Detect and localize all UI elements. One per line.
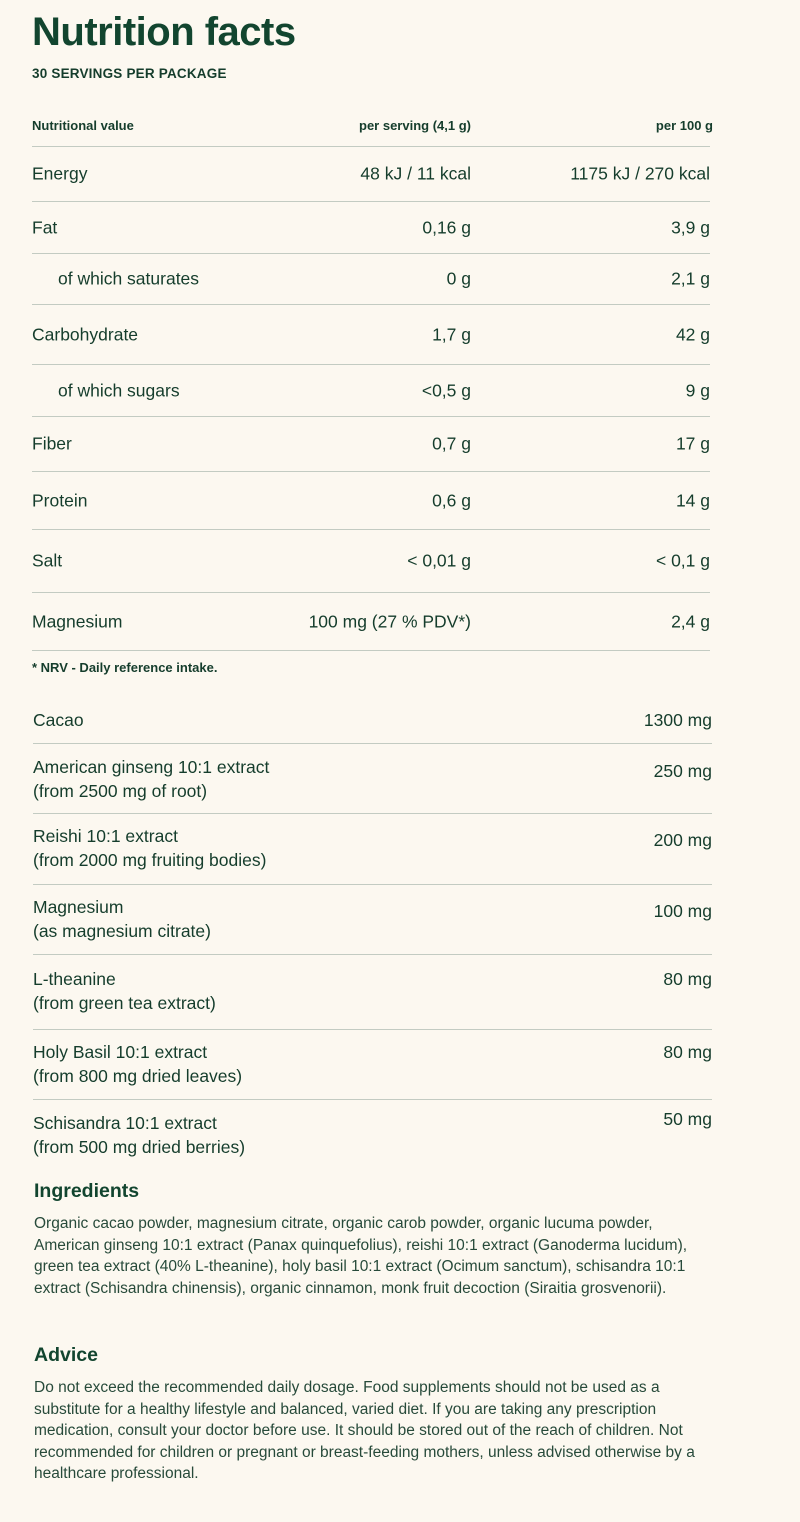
ingredient-detail: (from green tea extract) xyxy=(33,993,216,1013)
ingredient-amount: 250 mg xyxy=(653,761,712,781)
ingredient-name xyxy=(33,1040,242,1088)
per-serving-value: 0,16 g xyxy=(422,217,471,237)
nutrient-name: of which sugars xyxy=(58,380,180,400)
ingredient-name xyxy=(33,1111,245,1159)
per-serving-value: <0,5 g xyxy=(421,380,471,400)
per-100g-value: 17 g xyxy=(675,433,710,454)
header-per-serving: per serving (4,1 g) xyxy=(359,118,471,133)
per-100g-value: 9 g xyxy=(685,380,710,400)
ingredient-name xyxy=(33,895,211,943)
page-title: Nutrition facts xyxy=(32,10,296,54)
ingredient-title: Magnesium xyxy=(33,897,124,917)
nrv-footnote: * NRV - Daily reference intake. xyxy=(32,660,218,675)
per-serving-value: 1,7 g xyxy=(432,324,471,344)
nutrient-name: Fat xyxy=(32,217,58,237)
nutrient-name: Magnesium xyxy=(32,611,123,631)
per-serving-value: 100 mg (27 % PDV*) xyxy=(308,611,471,631)
ingredient-amount: 1300 mg xyxy=(643,710,712,730)
nutrition-row-sugars xyxy=(32,365,710,417)
ingredients-heading: Ingredients xyxy=(34,1180,140,1202)
ingredient-row-magnesium xyxy=(33,885,712,955)
per-serving-value: 48 kJ / 11 kcal xyxy=(360,163,471,184)
ingredient-row-holy-basil xyxy=(33,1030,712,1100)
ingredient-row-american-ginseng xyxy=(33,744,712,814)
header-nutritional-value: Nutritional value xyxy=(32,118,134,133)
header-per-100g: per 100 g xyxy=(655,118,713,133)
nutrition-row-carbohydrate xyxy=(32,305,710,365)
per-100g-value: 1175 kJ / 270 kcal xyxy=(570,163,710,184)
nutrient-name: Carbohydrate xyxy=(32,324,139,344)
ingredient-amount: 200 mg xyxy=(653,830,712,850)
per-100g-value: 2,4 g xyxy=(671,611,710,631)
ingredient-name xyxy=(33,824,266,872)
nutrient-name: Energy xyxy=(32,163,88,184)
nutrition-row-energy xyxy=(32,147,710,202)
nutrition-table-header xyxy=(32,108,713,147)
ingredient-name xyxy=(33,755,269,803)
nutrient-name: of which saturates xyxy=(58,268,200,289)
nutrition-row-fiber xyxy=(32,417,710,472)
nutrition-row-saturates xyxy=(32,254,710,305)
servings-per-package: 30 SERVINGS PER PACKAGE xyxy=(32,66,227,81)
ingredient-amount: 100 mg xyxy=(653,901,712,921)
ingredient-name xyxy=(33,708,84,732)
per-serving-value: 0,7 g xyxy=(432,433,471,454)
ingredient-title: Reishi 10:1 extract xyxy=(33,826,178,846)
ingredient-detail: (from 800 mg dried leaves) xyxy=(33,1066,243,1086)
per-100g-value: 3,9 g xyxy=(671,217,710,237)
ingredient-detail: (from 500 mg dried berries) xyxy=(33,1137,246,1157)
nutrition-row-magnesium xyxy=(32,593,710,651)
ingredient-row-reishi xyxy=(33,814,712,885)
ingredient-name xyxy=(33,967,216,1015)
per-100g-value: 2,1 g xyxy=(671,268,710,289)
per-100g-value: < 0,1 g xyxy=(655,550,710,571)
ingredient-title: Cacao xyxy=(33,710,84,730)
ingredient-title: Holy Basil 10:1 extract xyxy=(33,1042,208,1062)
ingredient-title: American ginseng 10:1 extract xyxy=(33,757,270,777)
ingredient-title: Schisandra 10:1 extract xyxy=(33,1113,217,1133)
per-serving-value: 0 g xyxy=(446,268,471,289)
per-serving-value: < 0,01 g xyxy=(407,550,471,571)
nutrient-name: Protein xyxy=(32,490,88,510)
ingredient-amount: 50 mg xyxy=(663,1109,712,1129)
nutrition-row-salt xyxy=(32,530,710,593)
ingredient-row-l-theanine xyxy=(33,955,712,1030)
ingredient-amounts-table xyxy=(33,700,712,1170)
ingredient-row-schisandra xyxy=(33,1100,712,1170)
nutrient-name: Fiber xyxy=(32,433,72,454)
nutrition-row-fat xyxy=(32,202,710,254)
ingredient-row-cacao xyxy=(33,700,712,744)
ingredient-amount: 80 mg xyxy=(663,969,712,989)
advice-heading: Advice xyxy=(34,1344,98,1366)
per-serving-value: 0,6 g xyxy=(432,490,471,510)
per-100g-value: 42 g xyxy=(675,324,710,344)
per-100g-value: 14 g xyxy=(675,490,710,510)
nutrition-row-protein xyxy=(32,472,710,530)
ingredient-detail: (as magnesium citrate) xyxy=(33,921,211,941)
ingredient-title: L-theanine xyxy=(33,969,116,989)
advice-text: Do not exceed the recommended daily dosage. Food supplements should not be used as a substitute for a healthy lifestyle and balanced, varied diet. If you are taking any prescription medication, consult your doctor before use. It should be stored out of the reach of children. Not recommended for children or pregnant or breast-feeding mothers, unless advised otherwise by a healthcare professional. xyxy=(34,1379,695,1482)
ingredient-detail: (from 2500 mg of root) xyxy=(33,781,208,801)
nutrient-name: Salt xyxy=(32,550,63,571)
ingredients-text: Organic cacao powder, magnesium citrate, organic carob powder, organic lucuma powder, American ginseng 10:1 extract (Panax quinquefolius), reishi 10:1 extract (Ganoderma lucidum), green tea extract (40% L-theanine), holy basil 10:1 extract (Ocimum sanctum), schisandra 10:1 extract (Schisandra chinensis), organic cinnamon, monk fruit decoction (Siraitia grosvenorii). xyxy=(34,1215,688,1297)
ingredient-detail: (from 2000 mg fruiting bodies) xyxy=(33,850,267,870)
ingredient-amount: 80 mg xyxy=(663,1042,712,1062)
nutrition-table xyxy=(32,108,713,651)
